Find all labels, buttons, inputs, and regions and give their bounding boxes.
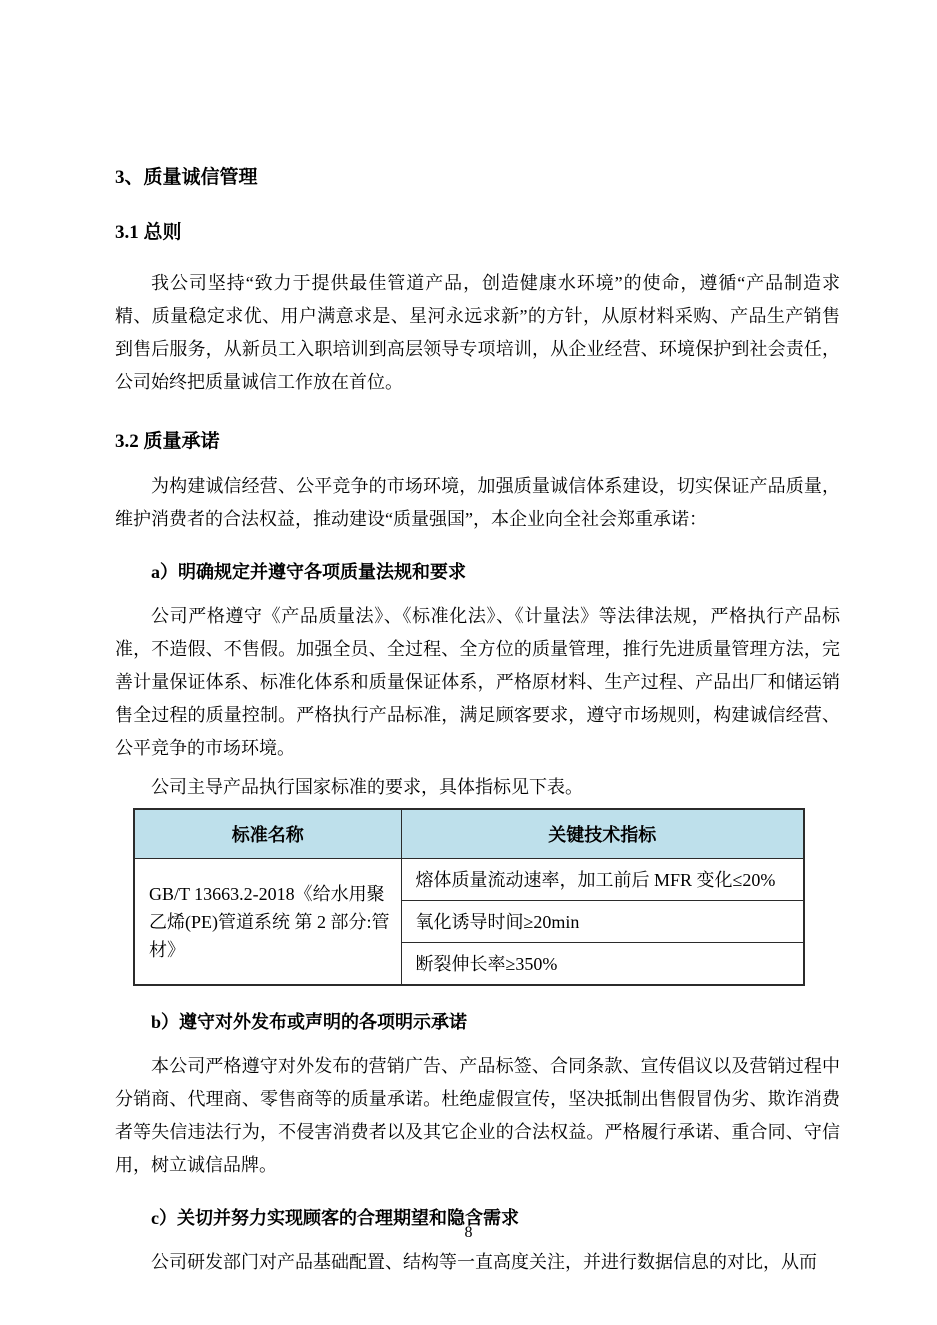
paragraph-general-principles: 我公司坚持“致力于提供最佳管道产品，创造健康水环境”的使命，遵循“产品制造求精、质量稳定求优、用户满意求是、星河永远求新”的方针，从原材料采购、产品生产销售到售后服务，从新员工入职培训到高层领导专项培训，从企业经营、环境保护到社会责任，公司始终把质量诚信工作放在首位。 — [115, 273, 840, 392]
table-header-row — [134, 809, 804, 859]
paragraph-table-lead: 公司主导产品执行国家标准的要求，具体指标见下表。 — [151, 777, 583, 797]
paragraph-item-b: 本公司严格遵守对外发布的营销广告、产品标签、合同条款、宣传倡议以及营销过程中分销商、代理商、零售商等的质量承诺。杜绝虚假宣传，坚决抵制出售假冒伪劣、欺诈消费者等失信违法行为，不侵害消费者以及其它企业的合法权益。严格履行承诺、重合同、守信用，树立诚信品牌。 — [115, 1056, 840, 1175]
page-content — [115, 166, 840, 1279]
subsection-3-2-title: 3.2 质量承诺 — [115, 431, 220, 452]
section-title: 3、质量诚信管理 — [115, 167, 258, 188]
indicator-cell-oxidation: 氧化诱导时间≥20min — [401, 901, 804, 943]
page-number: 8 — [464, 1224, 473, 1241]
paragraph-commitment-intro: 为构建诚信经营、公平竞争的市场环境，加强质量诚信体系建设，切实保证产品质量，维护消费者的合法权益，推动建设“质量强国”，本企业向全社会郑重承诺： — [115, 476, 840, 529]
subsection-3-1-title: 3.1 总则 — [115, 222, 182, 243]
standards-table — [133, 808, 805, 986]
standard-name-cell: GB/T 13663.2-2018《给水用聚乙烯(PE)管道系统 第 2 部分:管材》 — [134, 859, 401, 986]
paragraph-item-a: 公司严格遵守《产品质量法》、《标准化法》、《计量法》等法律法规，严格执行产品标准，不造假、不售假。加强全员、全过程、全方位的质量管理，推行先进质量管理方法，完善计量保证体系、标准化体系和质量保证体系，严格原材料、生产过程、产品出厂和储运销售全过程的质量控制。严格执行产品标准，满足顾客要求，遵守市场规则，构建诚信经营、公平竞争的市场环境。 — [115, 606, 840, 758]
column-header-standard-name: 标准名称 — [134, 809, 401, 859]
paragraph-item-c: 公司研发部门对产品基础配置、结构等一直高度关注，并进行数据信息的对比，从而 — [151, 1252, 817, 1272]
item-b-heading: b）遵守对外发布或声明的各项明示承诺 — [151, 1012, 468, 1032]
column-header-key-indicators: 关键技术指标 — [401, 809, 804, 859]
item-a-heading: a）明确规定并遵守各项质量法规和要求 — [151, 562, 466, 582]
indicator-cell-mfr: 熔体质量流动速率，加工前后 MFR 变化≤20% — [401, 859, 804, 901]
item-c-heading: c）关切并努力实现顾客的合理期望和隐含需求 — [151, 1208, 519, 1228]
table-row — [134, 859, 804, 901]
indicator-cell-elongation: 断裂伸长率≥350% — [401, 943, 804, 986]
